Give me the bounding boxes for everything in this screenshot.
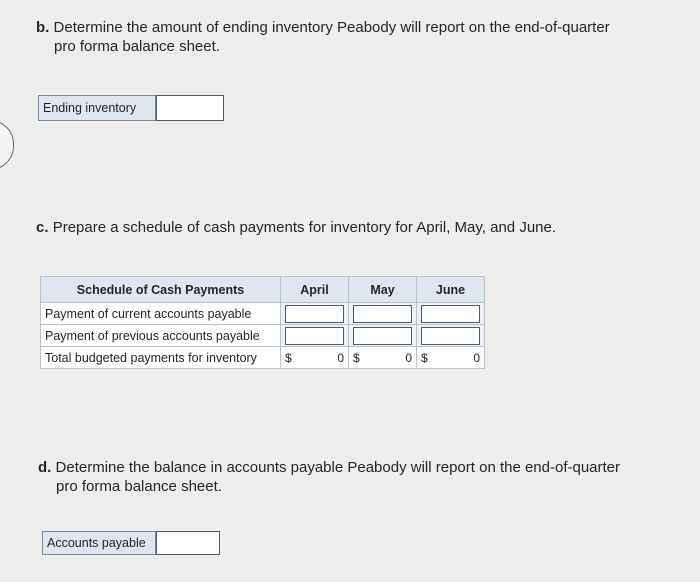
schedule-header-row xyxy=(41,277,485,303)
row-label-current-ap: Payment of current accounts payable xyxy=(41,303,281,325)
question-b-line1: Determine the amount of ending inventory Peabody will report on the end-of-quarter xyxy=(53,19,610,36)
cell-previous-ap-june xyxy=(417,325,485,347)
cell-current-ap-june xyxy=(417,303,485,325)
previous-ap-may-input[interactable] xyxy=(353,327,412,345)
current-ap-june-input[interactable] xyxy=(421,305,480,323)
cash-payments-schedule xyxy=(40,276,485,369)
ending-inventory-label: Ending inventory xyxy=(38,95,156,121)
column-april: April xyxy=(281,277,349,303)
table-row xyxy=(41,325,485,347)
ending-inventory-input[interactable] xyxy=(157,96,223,120)
total-may xyxy=(349,347,417,369)
question-d-line1: Determine the balance in accounts payable Peabody will report on the end-of-quarter xyxy=(55,459,621,476)
question-c xyxy=(36,218,676,237)
cell-previous-ap-may xyxy=(349,325,417,347)
column-may: May xyxy=(349,277,417,303)
current-ap-may-input[interactable] xyxy=(353,305,412,323)
question-b xyxy=(36,18,676,56)
total-april xyxy=(281,347,349,369)
column-june: June xyxy=(417,277,485,303)
currency-symbol: $ xyxy=(353,350,360,365)
table-row xyxy=(41,347,485,369)
ending-inventory-input-wrap xyxy=(156,95,224,121)
table-row xyxy=(41,303,485,325)
cell-previous-ap-april xyxy=(281,325,349,347)
row-label-total: Total budgeted payments for inventory xyxy=(41,347,281,369)
total-june-value: 0 xyxy=(473,350,480,365)
question-b-line2: pro forma balance sheet. xyxy=(54,38,220,55)
accounts-payable-input-wrap xyxy=(156,531,220,555)
previous-ap-april-input[interactable] xyxy=(285,327,344,345)
question-d-letter: d. xyxy=(38,459,52,476)
accounts-payable-label: Accounts payable xyxy=(42,531,156,555)
total-april-value: 0 xyxy=(337,350,344,365)
question-d-line2: pro forma balance sheet. xyxy=(56,478,222,495)
question-b-letter: b. xyxy=(36,19,50,36)
question-c-letter: c. xyxy=(36,219,49,236)
currency-symbol: $ xyxy=(421,350,428,365)
current-ap-april-input[interactable] xyxy=(285,305,344,323)
schedule-title: Schedule of Cash Payments xyxy=(41,277,281,303)
side-tab-handle[interactable] xyxy=(0,120,14,170)
accounts-payable-input[interactable] xyxy=(157,532,219,554)
total-june xyxy=(417,347,485,369)
previous-ap-june-input[interactable] xyxy=(421,327,480,345)
currency-symbol: $ xyxy=(285,350,292,365)
question-d xyxy=(38,458,678,496)
row-label-previous-ap: Payment of previous accounts payable xyxy=(41,325,281,347)
cell-current-ap-april xyxy=(281,303,349,325)
cell-current-ap-may xyxy=(349,303,417,325)
question-c-text: Prepare a schedule of cash payments for inventory for April, May, and June. xyxy=(52,219,557,236)
total-may-value: 0 xyxy=(405,350,412,365)
